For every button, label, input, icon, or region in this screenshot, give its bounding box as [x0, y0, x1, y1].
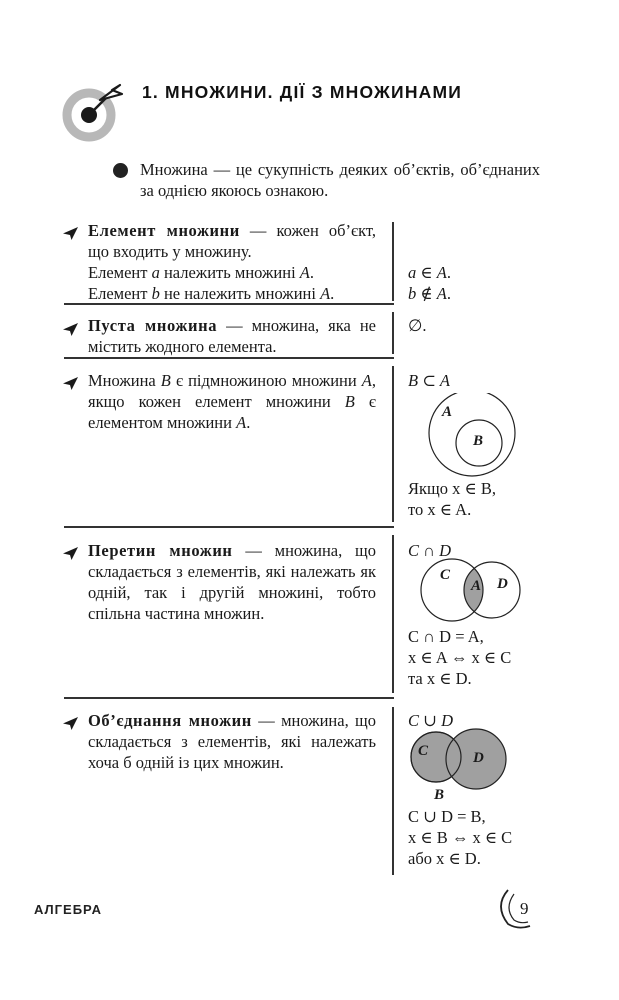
page-number: 9: [520, 899, 529, 918]
subset-label-a: A: [442, 404, 453, 420]
empty-set-term: Пуста множина: [88, 316, 218, 335]
pointer-arrow-icon: [62, 376, 79, 391]
intersection-label-c: C: [440, 567, 451, 583]
union-label-b: B: [434, 787, 445, 803]
intersection-label-a: A: [471, 578, 482, 594]
column-divider: [392, 312, 394, 354]
subset-definition: Множина B є підмножиною множини A, якщо кожен елемент множини B є елементом множини A.: [88, 371, 376, 432]
intersection-term: Перетин множин: [88, 541, 233, 560]
union-result: C ∪ D = B, x ∈ B ⇔ x ∈ C або x ∈ D.: [408, 807, 513, 868]
empty-set-symbol: ∅.: [408, 316, 427, 335]
subset-notation: B ⊂ A: [408, 371, 450, 390]
element-definition: Елемент множини — кожен об’єкт, що входить у множину. Елемент a належить множині A. Елемент b не належить множині A.: [88, 221, 376, 303]
section-label: АЛГЕБРА: [34, 902, 102, 917]
column-divider: [392, 707, 394, 875]
subset-label-b: B: [473, 433, 484, 449]
set-definition: Множина — це сукупність деяких об’єктів, об’єднаних за однією якоюсь ознакою.: [140, 160, 540, 200]
row-divider: [64, 526, 394, 528]
union-label-d: D: [473, 750, 484, 766]
intersection-notation: C ∩ D: [408, 541, 452, 560]
element-not-belongs-line: Елемент b не належить множині A.: [88, 284, 335, 303]
row-divider: [64, 357, 394, 359]
empty-set-definition: Пуста множина — множина, яка не містить жодного елемента.: [88, 316, 377, 356]
pointer-arrow-icon: [62, 226, 79, 241]
intersection-definition: Перетин множин — множина, що складається з елементів, які належать як одній, так і другій множині, тобто спільна частина множин.: [88, 541, 377, 623]
row-divider: [64, 697, 394, 699]
subset-condition: Якщо x ∈ B, то x ∈ A.: [408, 479, 496, 519]
element-notation: a ∈ A. b ∉ A.: [408, 263, 451, 303]
union-label-c: C: [418, 743, 429, 759]
pointer-arrow-icon: [62, 716, 79, 731]
column-divider: [392, 222, 394, 301]
page-title: 1. МНОЖИНИ. ДІЇ З МНОЖИНАМИ: [142, 82, 463, 102]
intersection-result: C ∩ D = A, x ∈ A ⇔ x ∈ C та x ∈ D.: [408, 627, 512, 688]
union-definition: Об’єднання множин — множина, що складається з елементів, які належать хоча б одній із цих множин.: [88, 711, 377, 772]
column-divider: [392, 535, 394, 693]
union-notation: C ∪ D: [408, 711, 453, 730]
element-term: Елемент множини: [88, 221, 240, 240]
element-belongs-line: Елемент a належить множині A.: [88, 263, 314, 282]
intersection-label-d: D: [497, 576, 508, 592]
pointer-arrow-icon: [62, 322, 79, 337]
union-term: Об’єднання множин: [88, 711, 252, 730]
chapter-target-icon: [62, 76, 134, 144]
bullet-dot-icon: [113, 163, 128, 178]
pointer-arrow-icon: [62, 546, 79, 561]
column-divider: [392, 366, 394, 522]
